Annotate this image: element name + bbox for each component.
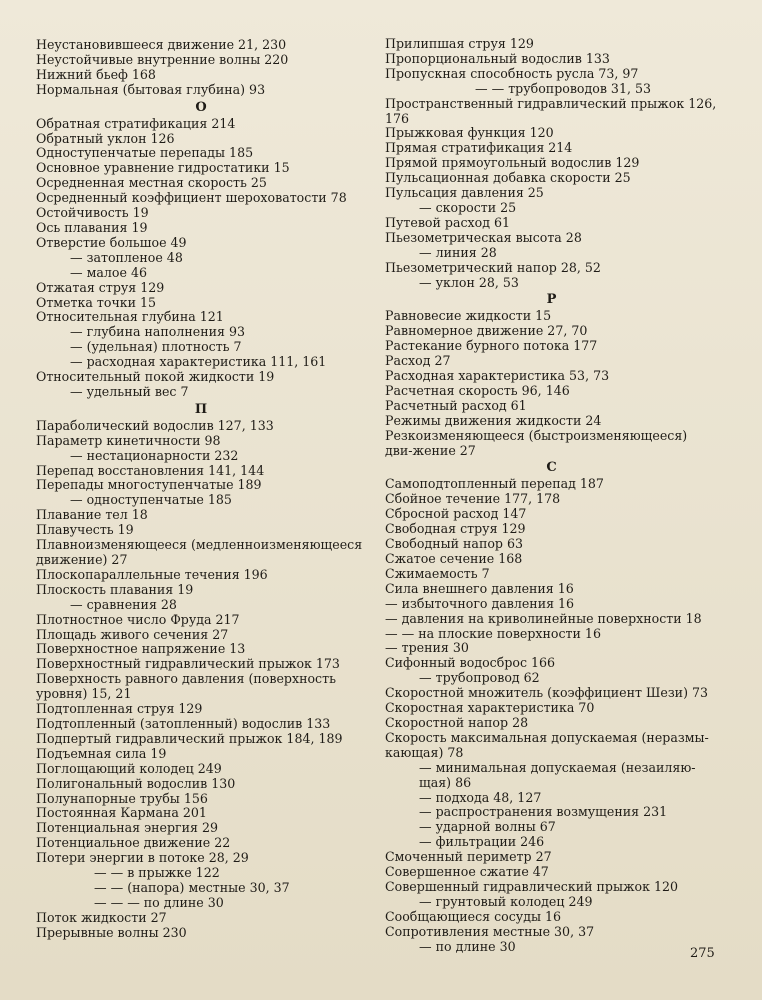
index-subentry: — — трубопроводов 31, 53 — [475, 80, 651, 96]
index-entry: Прерывные волны 230 — [36, 924, 187, 940]
index-entry: Плавноизменяющееся (медленноизменяющееся движение) 27 — [36, 537, 363, 567]
index-subentry: — нестационарности 232 — [70, 447, 239, 463]
index-subentry: — подхода 48, 127 — [419, 789, 542, 805]
index-entry: Самоподтопленный перепад 187 — [385, 476, 604, 492]
section-letter-r: Р — [546, 292, 557, 308]
index-column-right — [385, 37, 718, 954]
index-entry: Пропорциональный водослив 133 — [385, 50, 610, 66]
index-entry: Параметр кинетичности 98 — [36, 432, 221, 448]
index-entry: Одноступенчатые перепады 185 — [36, 145, 254, 161]
index-entry: Подпертый гидравлический прыжок 184, 189 — [36, 730, 343, 746]
index-entry: Поток жидкости 27 — [36, 909, 167, 925]
index-subentry: — ударной волны 67 — [419, 819, 556, 835]
index-entry: Перепады многоступенчатые 189 — [36, 477, 262, 493]
index-entry: Отверстие большое 49 — [36, 234, 187, 250]
index-subentry: — избыточного давления 16 — [385, 595, 575, 611]
index-entry: Относительная глубина 121 — [36, 309, 224, 325]
section-letter-s: С — [546, 460, 557, 476]
index-entry: Полунапорные трубы 156 — [36, 790, 208, 806]
index-entry: Пьезометрический напор 28, 52 — [385, 259, 601, 275]
index-column-left — [36, 38, 366, 941]
index-entry: Неустановившееся движение 21, 230 — [36, 37, 287, 52]
index-entry: Поверхностный гидравлический прыжок 173 — [36, 656, 340, 672]
index-entry: Сопротивления местные 30, 37 — [385, 923, 595, 939]
index-entry: Подтопленный (затопленный) водослив 133 — [36, 715, 331, 731]
index-entry: Свободный напор 63 — [385, 536, 524, 552]
index-entry: Сжимаемость 7 — [385, 565, 490, 581]
index-entry: Расходная характеристика 53, 73 — [385, 368, 610, 384]
index-entry: Совершенный гидравлический прыжок 120 — [385, 878, 679, 894]
index-entry: Свободная струя 129 — [385, 521, 526, 537]
index-entry: Растекание бурного потока 177 — [385, 338, 598, 354]
index-entry: Скоростной множитель (коэффициент Шези) 73 — [385, 685, 709, 701]
index-entry: Потенциальная энергия 29 — [36, 820, 219, 836]
index-entry: Прямая стратификация 214 — [385, 140, 573, 156]
index-entry: Режимы движения жидкости 24 — [385, 412, 602, 428]
index-entry: Основное уравнение гидростатики 15 — [36, 160, 290, 176]
index-entry: Сообщающиеся сосуды 16 — [385, 908, 562, 924]
index-subentry: — — на плоские поверхности 16 — [385, 625, 601, 641]
index-subentry: — линия 28 — [419, 244, 497, 260]
index-entry: Подтопленная струя 129 — [36, 701, 203, 717]
index-entry: Расчетный расход 61 — [385, 397, 527, 413]
index-entry: Плоскость плавания 19 — [36, 581, 194, 597]
index-subentry: — — — по длине 30 — [94, 894, 224, 910]
index-entry: Пьезометрическая высота 28 — [385, 229, 582, 245]
section-letter-o: О — [195, 99, 207, 115]
index-subentry: — — (напора) местные 30, 37 — [94, 879, 290, 895]
index-entry: Поверхность равного давления (поверхность уровня) 15, 21 — [36, 671, 336, 702]
index-entry: Смоченный периметр 27 — [385, 849, 552, 865]
index-entry: Обратная стратификация 214 — [36, 115, 236, 131]
index-entry: Прилипшая струя 129 — [385, 36, 534, 51]
index-subentry: — сравнения 28 — [70, 596, 177, 612]
index-entry: Сила внешнего давления 16 — [385, 580, 574, 596]
page-number: 275 — [690, 946, 715, 961]
index-entry: Параболический водослив 127, 133 — [36, 417, 274, 433]
index-entry: Ось плавания 19 — [36, 219, 148, 235]
index-entry: Скорость максимальная допускаемая (неразмы-кающая) 78 — [385, 729, 709, 760]
index-subentry: — грунтовый колодец 249 — [419, 893, 593, 909]
index-subentry: — малое 46 — [70, 264, 147, 280]
index-entry: Нижний бьеф 168 — [36, 66, 156, 82]
index-subentry: — скорости 25 — [419, 199, 517, 215]
index-entry: Равновесие жидкости 15 — [385, 308, 552, 324]
index-subentry: — трения 30 — [385, 640, 469, 656]
index-entry: Сбросной расход 147 — [385, 506, 527, 522]
index-entry: Сжатое сечение 168 — [385, 551, 523, 566]
index-entry: Расход 27 — [385, 353, 451, 369]
index-subentry: — расходная характеристика 111, 161 — [70, 354, 327, 370]
index-entry: Пульсация давления 25 — [385, 185, 544, 201]
index-subentry: — давления на криволинейные поверхности 18 — [385, 610, 702, 626]
index-entry: Площадь живого сечения 27 — [36, 626, 229, 642]
index-entry: Остойчивость 19 — [36, 205, 149, 221]
index-subentry: — одноступенчатые 185 — [70, 492, 232, 508]
index-entry: Осредненный коэффициент шероховатости 78 — [36, 190, 347, 206]
index-entry: Прямой прямоугольный водослив 129 — [385, 155, 640, 171]
index-subentry: — (удельная) плотность 7 — [70, 339, 242, 355]
index-subentry: — распространения возмущения 231 — [419, 804, 668, 820]
index-entry: Плоскопараллельные течения 196 — [36, 566, 268, 582]
index-entry: Пространственный гидравлический прыжок 126, 176 — [385, 95, 717, 126]
index-entry: Сбойное течение 177, 178 — [385, 491, 561, 507]
index-entry: Относительный покой жидкости 19 — [36, 369, 275, 385]
index-entry: Плавание тел 18 — [36, 507, 148, 523]
section-letter-p: П — [194, 401, 208, 417]
index-entry: Отжатая струя 129 — [36, 279, 165, 295]
index-entry: Расчетная скорость 96, 146 — [385, 382, 570, 398]
index-entry: Прыжковая функция 120 — [385, 125, 554, 141]
index-entry: Пропускная способность русла 73, 97 — [385, 65, 639, 81]
index-subentry: — минимальная допускаемая (незаиляю-щая) 86 — [419, 759, 696, 790]
index-subentry: — по длине 30 — [419, 938, 516, 954]
index-entry: Путевой расход 61 — [385, 214, 510, 230]
index-entry: Потенциальное движение 22 — [36, 835, 231, 851]
index-entry: Скоростной напор 28 — [385, 714, 529, 730]
index-entry: Равномерное движение 27, 70 — [385, 323, 588, 339]
index-entry: Перепад восстановления 141, 144 — [36, 462, 265, 478]
index-entry: Нормальная (бытовая глубина) 93 — [36, 81, 266, 97]
index-entry: Осредненная местная скорость 25 — [36, 175, 267, 191]
index-entry: Неустойчивые внутренние волны 220 — [36, 51, 289, 67]
index-entry: Полигональный водослив 130 — [36, 775, 236, 791]
index-subentry: — удельный вес 7 — [70, 383, 189, 399]
index-entry: Скоростная характеристика 70 — [385, 700, 595, 716]
index-entry: Резкоизменяющееся (быстроизменяющееся) дви-жение 27 — [385, 427, 688, 458]
index-entry: Сифонный водосброс 166 — [385, 655, 556, 671]
index-entry: Отметка точки 15 — [36, 294, 157, 310]
index-entry: Поглощающий колодец 249 — [36, 760, 222, 776]
index-subentry: — уклон 28, 53 — [419, 274, 519, 290]
index-entry: Плотностное число Фруда 217 — [36, 611, 240, 627]
index-entry: Потери энергии в потоке 28, 29 — [36, 850, 249, 866]
index-entry: Поверхностное напряжение 13 — [36, 641, 246, 657]
index-subentry: — — в прыжке 122 — [94, 865, 220, 881]
index-entry: Обратный уклон 126 — [36, 130, 175, 146]
index-subentry: — трубопровод 62 — [419, 670, 540, 686]
index-subentry: — затопленое 48 — [70, 249, 183, 265]
index-subentry: — глубина наполнения 93 — [70, 324, 245, 340]
index-subentry: — фильтрации 246 — [419, 834, 545, 850]
index-entry: Совершенное сжатие 47 — [385, 864, 549, 880]
index-entry: Плавучесть 19 — [36, 522, 134, 538]
index-entry: Подъемная сила 19 — [36, 745, 167, 761]
index-entry: Постоянная Кармана 201 — [36, 805, 207, 821]
index-entry: Пульсационная добавка скорости 25 — [385, 170, 631, 186]
